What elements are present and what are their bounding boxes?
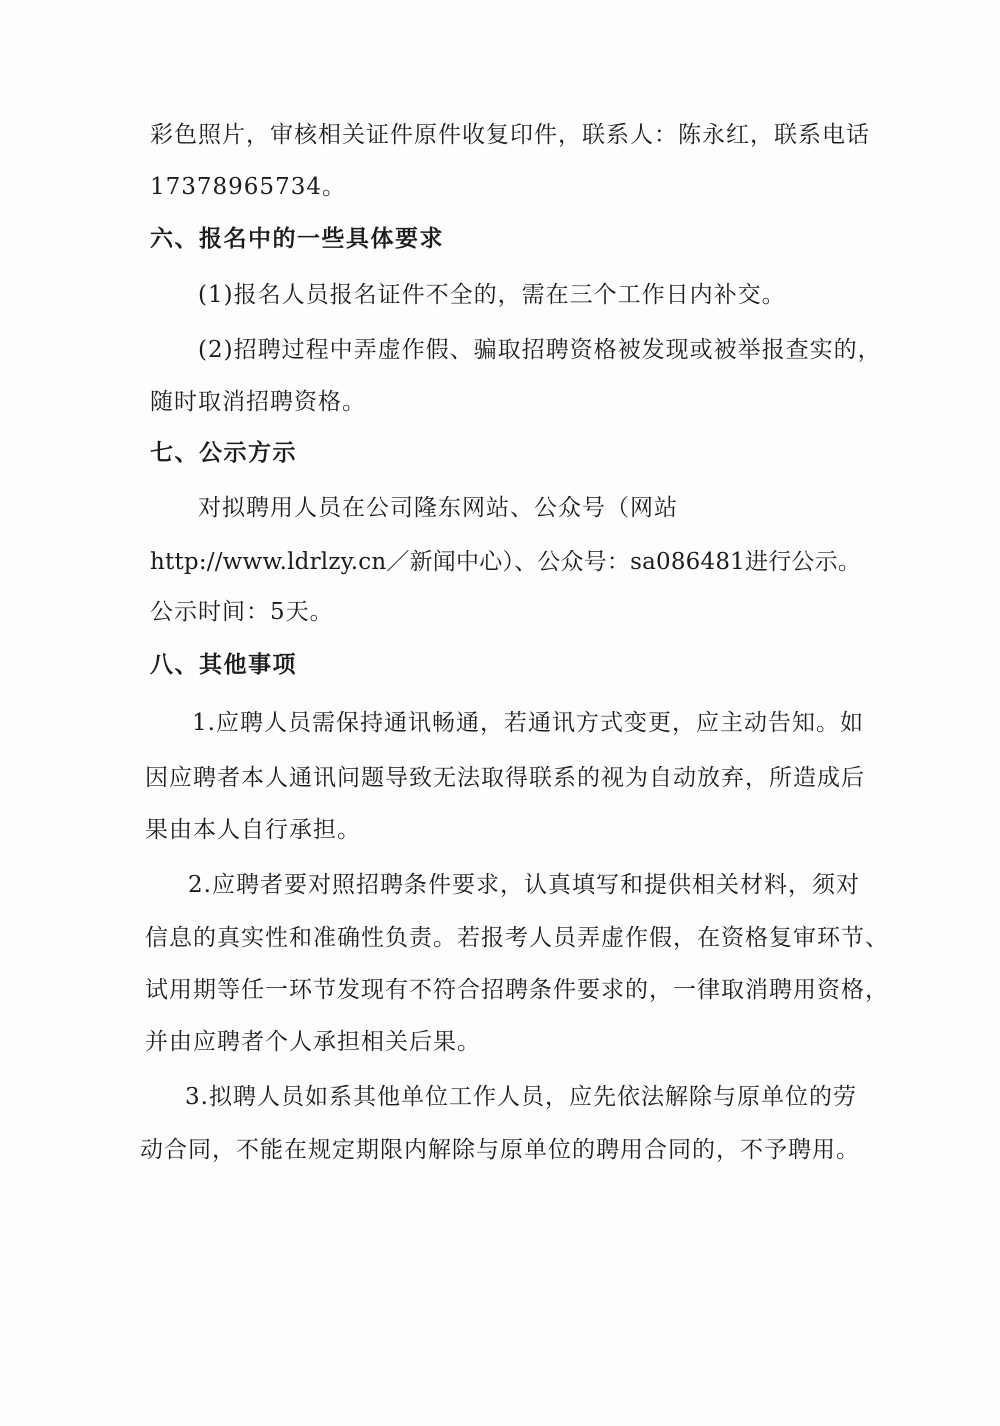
item-2-line: 2.应聘者要对照招聘条件要求，认真填写和提供相关材料，须对 [188,872,860,898]
section-heading-7: 七、公示方示 [150,440,297,466]
phone-number-line: 17378965734。 [150,174,346,200]
paragraph-line: 彩色照片，审核相关证件原件收复印件，联系人：陈永红，联系电话 [150,122,870,148]
item-3-line: 3.拟聘人员如系其他单位工作人员，应先依法解除与原单位的劳 [185,1084,857,1110]
item-1-line: 果由本人自行承担。 [145,817,361,843]
paragraph-line: 对拟聘用人员在公司隆东网站、公众号（网站 [198,495,678,521]
list-item-2-continued: 随时取消招聘资格。 [150,389,366,415]
list-item-1: (1)报名人员报名证件不全的，需在三个工作日内补交。 [198,282,786,308]
publicity-period-line: 公示时间：5天。 [150,599,334,625]
section-heading-6: 六、报名中的一些具体要求 [150,226,444,252]
item-2-line: 并由应聘者个人承担相关后果。 [145,1029,481,1055]
item-2-line: 试用期等任一环节发现有不符合招聘条件要求的，一律取消聘用资格， [145,977,889,1003]
item-3-line: 动合同，不能在规定期限内解除与原单位的聘用合同的，不予聘用。 [140,1137,860,1163]
section-heading-8: 八、其他事项 [150,652,297,678]
website-line: http://www.ldrlzy.cn／新闻中心）、公众号：sa086481进行公示。 [150,549,862,575]
list-item-2: (2)招聘过程中弄虚作假、骗取招聘资格被发现或被举报查实的， [198,337,882,363]
item-1-line: 1.应聘人员需保持通讯畅通，若通讯方式变更，应主动告知。如 [192,710,864,736]
item-2-line: 信息的真实性和准确性负责。若报考人员弄虚作假，在资格复审环节、 [145,925,889,951]
item-1-line: 因应聘者本人通讯问题导致无法取得联系的视为自动放弃，所造成后 [145,765,865,791]
